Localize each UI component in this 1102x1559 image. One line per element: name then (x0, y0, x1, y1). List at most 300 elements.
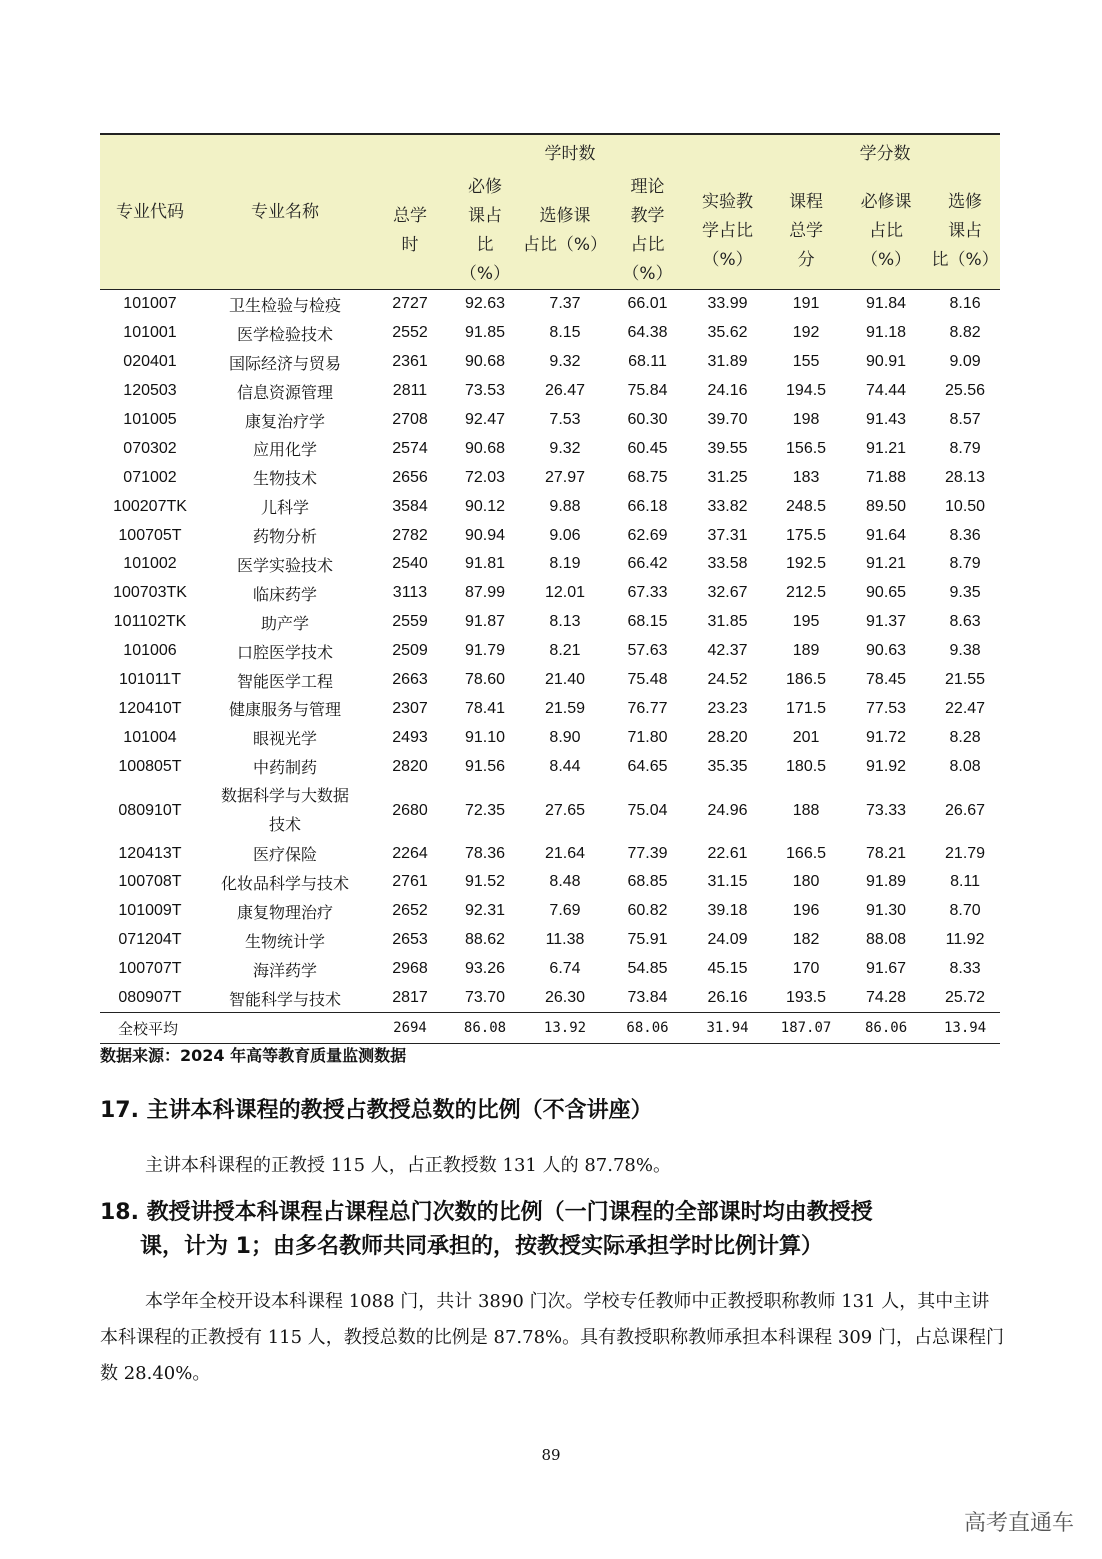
cell-code: 101006 (123, 642, 177, 660)
table-body (100, 290, 1000, 1044)
cell-value: 35.62 (707, 324, 748, 342)
cell-value: 75.91 (627, 931, 668, 949)
cell-value: 75.48 (627, 671, 668, 689)
cell-code: 100805T (118, 757, 182, 775)
cell-value: 74.44 (866, 382, 907, 400)
cell-value: 23.23 (707, 699, 748, 717)
cell-value: 2361 (392, 353, 428, 371)
cell-value: 33.82 (707, 497, 748, 515)
section-17-heading: 17. 主讲本科课程的教授占教授总数的比例（不含讲座） (100, 1098, 653, 1123)
header-line: 占比 (869, 220, 904, 241)
cell-value: 196 (792, 902, 820, 920)
table-row (100, 406, 1000, 435)
cell-value: 7.37 (549, 295, 581, 313)
table-row-average (100, 1013, 1000, 1044)
cell-value: 62.69 (627, 526, 668, 544)
cell-value: 171.5 (786, 699, 827, 717)
header-elec-credit-ratio (930, 173, 1000, 290)
cell-name: 信息资源管理 (236, 382, 333, 402)
cell-code: 100707T (118, 960, 182, 978)
cell-value: 22.61 (707, 844, 748, 862)
cell-value: 91.10 (464, 728, 506, 746)
cell-value: 7.53 (549, 411, 581, 428)
cell-value: 8.90 (549, 728, 581, 746)
cell-value: 24.09 (707, 931, 748, 949)
table-row (100, 463, 1000, 492)
cell-value: 2540 (392, 555, 428, 573)
cell-value: 90.91 (866, 353, 907, 371)
header-line: 时 (401, 235, 419, 255)
cell-value: 189 (792, 642, 820, 660)
cell-value: 201 (792, 728, 820, 746)
header-line: 总学 (393, 206, 427, 226)
cell-value: 93.26 (464, 960, 506, 978)
cell-value: 91.85 (464, 324, 506, 342)
cell-value: 175.5 (786, 526, 827, 544)
cell-name: 国际经济与贸易 (228, 353, 341, 373)
cell-value: 180.5 (786, 757, 827, 775)
cell-value: 192 (792, 324, 820, 342)
cell-value: 9.09 (949, 353, 981, 371)
cell-name: 健康服务与管理 (228, 700, 341, 720)
header-line: （%） (622, 264, 673, 284)
section-18-heading (100, 1196, 1010, 1264)
cell-value: 90.68 (464, 439, 506, 457)
cell-value: 11.92 (945, 931, 985, 949)
cell-name: 眼视光学 (252, 729, 317, 749)
cell-value: 9.35 (949, 584, 981, 602)
cell-code: 101102TK (113, 613, 187, 631)
cell-value: 2820 (392, 757, 428, 775)
cell-value: 195 (792, 613, 820, 631)
cell-value: 8.16 (949, 295, 981, 313)
header-line: 选修 (948, 191, 983, 212)
cell-value: 8.19 (549, 555, 581, 573)
header-req-ratio (450, 173, 520, 290)
cell-value: 60.45 (627, 439, 668, 457)
cell-value: 92.31 (464, 902, 506, 920)
cell-value: 87.99 (464, 584, 506, 602)
cell-name: 卫生检验与检疫 (228, 295, 341, 315)
cell-value: 9.06 (549, 526, 581, 544)
cell-code: 100703TK (113, 584, 187, 602)
section-17-text: 主讲本科课程的正教授 115 人，占正教授数 131 人的 87.78%。 (145, 1155, 671, 1176)
cell-value: 90.63 (866, 642, 907, 660)
cell-value: 8.36 (949, 526, 981, 544)
cell-value: 2574 (392, 439, 428, 457)
header-total-credits (770, 173, 842, 290)
section-18-heading-line2: 课，计为 1；由多名教师共同承担的，按教授实际承担学时比例计算） (140, 1234, 823, 1259)
cell-value: 77.39 (627, 844, 668, 862)
header-line: （%） (860, 249, 912, 270)
cell-value: 32.67 (707, 584, 748, 602)
cell-value: 28.13 (945, 468, 986, 486)
table-row (100, 550, 1000, 579)
cell-value: 68.06 (610, 1013, 685, 1044)
header-line: 学占比 (702, 220, 754, 241)
course-hours-table (100, 133, 1000, 1044)
table-row (100, 868, 1000, 897)
cell-value: 2264 (392, 844, 428, 862)
cell-value: 91.30 (866, 902, 907, 920)
cell-value: 6.74 (549, 960, 581, 978)
cell-value: 90.68 (464, 353, 506, 371)
cell-value: 60.82 (627, 902, 668, 920)
watermark: 高考直通车 (963, 1511, 1074, 1536)
cell-value: 91.52 (464, 873, 506, 891)
table-row (100, 984, 1000, 1013)
cell-value: 2694 (370, 1013, 450, 1044)
cell-value: 191 (792, 295, 820, 313)
table-row (100, 348, 1000, 377)
cell-value: 91.56 (464, 757, 506, 775)
table-row (100, 723, 1000, 752)
cell-value: 8.63 (949, 613, 981, 631)
cell-code: 101009T (118, 902, 182, 920)
header-total-hours (370, 173, 450, 290)
cell-value: 2509 (392, 642, 428, 660)
cell-value: 91.92 (866, 757, 907, 775)
cell-value: 156.5 (786, 439, 827, 457)
cell-value: 54.85 (627, 960, 668, 978)
header-line: 占比 (630, 235, 665, 255)
cell-value: 91.18 (866, 324, 907, 342)
cell-value: 90.65 (866, 584, 907, 602)
cell-value: 91.43 (866, 411, 907, 428)
header-line: 比 (476, 235, 494, 255)
cell-name: 智能医学工程 (236, 671, 333, 691)
cell-value: 91.84 (866, 295, 907, 313)
cell-value: 33.99 (707, 295, 748, 313)
cell-name: 化妆品科学与技术 (220, 873, 349, 893)
cell-value: 72.35 (464, 801, 506, 819)
cell-value: 91.21 (866, 555, 907, 573)
cell-value: 8.48 (549, 873, 581, 891)
cell-value: 42.37 (707, 642, 748, 660)
cell-value: 31.25 (707, 468, 748, 486)
cell-value: 194.5 (786, 382, 827, 400)
cell-value: 24.52 (707, 671, 748, 689)
table-row (100, 897, 1000, 926)
cell-value: 9.32 (549, 439, 581, 457)
cell-code: 070302 (123, 439, 177, 457)
cell-value: 8.57 (949, 411, 981, 428)
cell-value: 2761 (392, 873, 428, 891)
cell-value: 8.79 (949, 439, 981, 457)
table-row (100, 752, 1000, 781)
cell-average-label: 全校平均 (100, 1013, 370, 1044)
cell-value: 31.15 (707, 873, 748, 891)
cell-value: 28.20 (707, 728, 748, 746)
cell-name: 助产学 (260, 613, 309, 633)
table-row (100, 926, 1000, 955)
cell-value: 91.81 (464, 555, 506, 573)
cell-value: 88.62 (464, 931, 506, 949)
cell-value: 21.40 (544, 671, 586, 689)
header-line: 课程 (789, 191, 824, 212)
cell-value: 75.84 (627, 382, 668, 400)
cell-value: 78.41 (464, 699, 506, 717)
cell-value: 27.65 (544, 801, 586, 819)
cell-value: 12.01 (544, 584, 586, 602)
cell-value: 73.53 (464, 382, 506, 400)
header-name: 专业名称 (200, 134, 370, 290)
section-18-heading-line1: 18. 教授讲授本科课程占课程总门次数的比例（一门课程的全部课时均由教授授 (100, 1200, 873, 1225)
cell-value: 45.15 (707, 960, 748, 978)
cell-code: 101005 (123, 411, 177, 428)
cell-code: 100207TK (113, 497, 187, 515)
cell-value: 21.79 (945, 844, 986, 862)
cell-value: 72.03 (464, 468, 506, 486)
cell-value: 8.28 (949, 728, 981, 746)
cell-value: 13.92 (520, 1013, 610, 1044)
cell-value: 193.5 (786, 989, 827, 1007)
cell-value: 26.47 (544, 382, 586, 400)
cell-value: 192.5 (786, 555, 827, 573)
cell-value: 31.85 (707, 613, 748, 631)
cell-value: 57.63 (627, 642, 668, 660)
cell-value: 22.47 (945, 699, 986, 717)
cell-value: 73.84 (627, 989, 668, 1007)
cell-name: 智能科学与技术 (228, 989, 341, 1009)
cell-value: 10.50 (945, 497, 986, 515)
header-line: （%） (459, 264, 511, 284)
table-row (100, 839, 1000, 868)
header-group-hours: 学时数 (370, 134, 770, 173)
cell-value: 2307 (392, 699, 428, 717)
cell-value: 73.70 (464, 989, 506, 1007)
header-line: 课占 (948, 220, 983, 241)
cell-value: 182 (792, 931, 820, 949)
header-line: 占比（%） (522, 235, 608, 255)
cell-value: 35.35 (707, 757, 748, 775)
cell-code: 120503 (123, 382, 177, 400)
table-row (100, 492, 1000, 521)
header-lab-ratio (685, 173, 770, 290)
cell-value: 66.01 (627, 295, 668, 313)
header-line: 分 (797, 249, 815, 270)
cell-value: 2782 (392, 526, 428, 544)
cell-value: 2552 (392, 324, 428, 342)
header-line: 实验教 (702, 191, 754, 212)
cell-name: 康复治疗学 (244, 411, 325, 431)
cell-value: 2559 (392, 613, 428, 631)
cell-value: 66.18 (627, 497, 668, 515)
cell-value: 8.44 (549, 757, 581, 775)
cell-value: 8.11 (950, 873, 981, 891)
cell-value: 26.16 (707, 989, 748, 1007)
header-group-row (100, 134, 1000, 173)
table-row (100, 319, 1000, 348)
cell-value: 187.07 (770, 1013, 842, 1044)
table-row (100, 434, 1000, 463)
header-line: 比（%） (931, 249, 999, 270)
cell-value: 86.08 (450, 1013, 520, 1044)
cell-value: 9.88 (549, 497, 581, 515)
header-line: 总学 (789, 220, 824, 241)
header-line: 课占 (468, 206, 502, 226)
cell-code: 101001 (123, 324, 177, 342)
cell-name: 应用化学 (252, 440, 317, 460)
cell-value: 91.72 (866, 728, 907, 746)
cell-value: 39.55 (707, 439, 748, 457)
cell-value: 91.87 (464, 613, 506, 631)
cell-value: 8.33 (949, 960, 981, 978)
cell-value: 13.94 (930, 1013, 1000, 1044)
cell-value: 27.97 (544, 468, 586, 486)
cell-value: 212.5 (786, 584, 827, 602)
data-source-note: 数据来源：2024 年高等教育质量监测数据 (100, 1046, 407, 1065)
cell-value: 68.75 (627, 468, 668, 486)
cell-value: 8.15 (549, 324, 581, 342)
header-line: 教学 (630, 206, 665, 226)
cell-code: 100705T (118, 526, 182, 544)
cell-value: 73.33 (866, 801, 907, 819)
cell-value: 2708 (392, 411, 428, 428)
cell-value: 180 (792, 873, 820, 891)
page-number: 89 (541, 1446, 561, 1464)
cell-code: 120410T (118, 699, 182, 717)
header-req-credit-ratio (842, 173, 930, 290)
cell-value: 3584 (392, 497, 428, 515)
cell-value: 8.82 (949, 324, 981, 342)
cell-value: 25.56 (945, 382, 986, 400)
cell-value: 8.21 (549, 642, 581, 660)
cell-value: 26.67 (945, 801, 986, 819)
cell-value: 92.63 (464, 295, 506, 313)
table-row (100, 781, 1000, 839)
cell-value: 248.5 (786, 497, 827, 515)
table-row (100, 377, 1000, 406)
cell-value: 66.42 (627, 555, 668, 573)
cell-value: 39.70 (707, 411, 748, 428)
cell-code: 020401 (123, 353, 177, 371)
cell-value: 68.15 (627, 613, 668, 631)
cell-value: 88.08 (866, 931, 907, 949)
header-code: 专业代码 (100, 134, 200, 290)
stats-table-wrapper (100, 133, 1000, 1044)
cell-value: 33.58 (707, 555, 748, 573)
cell-value: 2653 (392, 931, 428, 949)
header-line: 选修课 (539, 206, 591, 226)
header-elec-ratio (520, 173, 610, 290)
table-row (100, 290, 1000, 319)
cell-name: 生物统计学 (244, 931, 325, 951)
cell-value: 9.38 (949, 642, 981, 660)
cell-code: 080910T (118, 801, 182, 819)
cell-name: 口腔医学技术 (236, 642, 333, 662)
section-18-text: 本学年全校开设本科课程 1088 门，共计 3890 门次。学校专任教师中正教授职称教师 131 人，其中主讲本科课程的正教授有 115 人，教授总数的比例是 87.78%。具有教授职称教师承担本科课程 309 门，占总课程门数 28.40%。 (100, 1291, 1004, 1384)
cell-name: 医学实验技术 (236, 555, 333, 575)
cell-value: 166.5 (786, 844, 827, 862)
cell-value: 2727 (392, 295, 428, 313)
cell-value: 71.80 (627, 728, 668, 746)
cell-value: 90.12 (464, 497, 506, 515)
cell-value: 76.77 (627, 699, 668, 717)
header-line: 必修 (468, 177, 502, 197)
cell-value: 77.53 (866, 699, 907, 717)
cell-name: 中药制药 (252, 758, 317, 778)
cell-code: 100708T (118, 873, 182, 891)
cell-value: 7.69 (549, 902, 581, 920)
header-group-credits: 学分数 (770, 134, 1000, 173)
table-row (100, 579, 1000, 608)
cell-value: 21.64 (544, 844, 586, 862)
cell-value: 90.94 (464, 526, 506, 544)
cell-value: 8.13 (549, 613, 581, 631)
cell-code: 101002 (123, 555, 177, 573)
cell-value: 24.16 (707, 382, 748, 400)
cell-name: 康复物理治疗 (236, 902, 333, 922)
cell-name: 临床药学 (252, 584, 317, 604)
cell-value: 78.36 (464, 844, 506, 862)
cell-value: 91.79 (464, 642, 506, 660)
cell-value: 21.55 (945, 671, 986, 689)
cell-value: 64.65 (627, 757, 668, 775)
cell-value: 39.18 (707, 902, 748, 920)
cell-value: 21.59 (544, 699, 586, 717)
cell-value: 8.79 (949, 555, 981, 573)
cell-value: 64.38 (627, 324, 668, 342)
table-row (100, 694, 1000, 723)
cell-value: 183 (792, 468, 820, 486)
table-row (100, 608, 1000, 637)
cell-value: 2652 (392, 902, 428, 920)
cell-value: 75.04 (627, 801, 668, 819)
cell-value: 91.37 (866, 613, 907, 631)
cell-code: 080907T (118, 989, 182, 1007)
cell-value: 2968 (392, 960, 428, 978)
cell-value: 11.38 (545, 931, 585, 949)
cell-value: 170 (792, 960, 820, 978)
cell-value: 2680 (392, 801, 428, 819)
cell-code: 101011T (119, 671, 181, 689)
cell-value: 91.64 (866, 526, 907, 544)
cell-value: 24.96 (707, 801, 748, 819)
cell-value: 91.67 (866, 960, 907, 978)
cell-value: 37.31 (707, 526, 748, 544)
table-row (100, 666, 1000, 695)
cell-value: 67.33 (627, 584, 668, 602)
cell-value: 186.5 (786, 671, 827, 689)
cell-value: 74.28 (866, 989, 907, 1007)
cell-value: 2493 (392, 728, 428, 746)
cell-value: 2656 (392, 468, 428, 486)
cell-value: 31.89 (707, 353, 748, 371)
cell-code: 101007 (123, 295, 177, 313)
cell-name: 海洋药学 (252, 960, 317, 980)
cell-value: 8.70 (949, 902, 981, 920)
cell-value: 9.32 (549, 353, 581, 371)
cell-value: 89.50 (866, 497, 907, 515)
cell-value: 78.45 (866, 671, 907, 689)
cell-name: 医疗保险 (252, 845, 317, 865)
cell-value: 71.88 (866, 468, 907, 486)
cell-value: 198 (792, 411, 820, 428)
table-row (100, 521, 1000, 550)
cell-code: 071204T (118, 931, 182, 949)
cell-value: 188 (792, 801, 820, 819)
cell-code: 101004 (123, 728, 177, 746)
cell-name: 儿科学 (260, 498, 309, 518)
cell-value: 2663 (392, 671, 428, 689)
cell-value: 8.08 (949, 757, 981, 775)
cell-value: 26.30 (544, 989, 586, 1007)
cell-name: 生物技术 (252, 469, 317, 489)
table-row (100, 955, 1000, 984)
cell-name: 药物分析 (252, 527, 317, 547)
cell-value: 31.94 (685, 1013, 770, 1044)
